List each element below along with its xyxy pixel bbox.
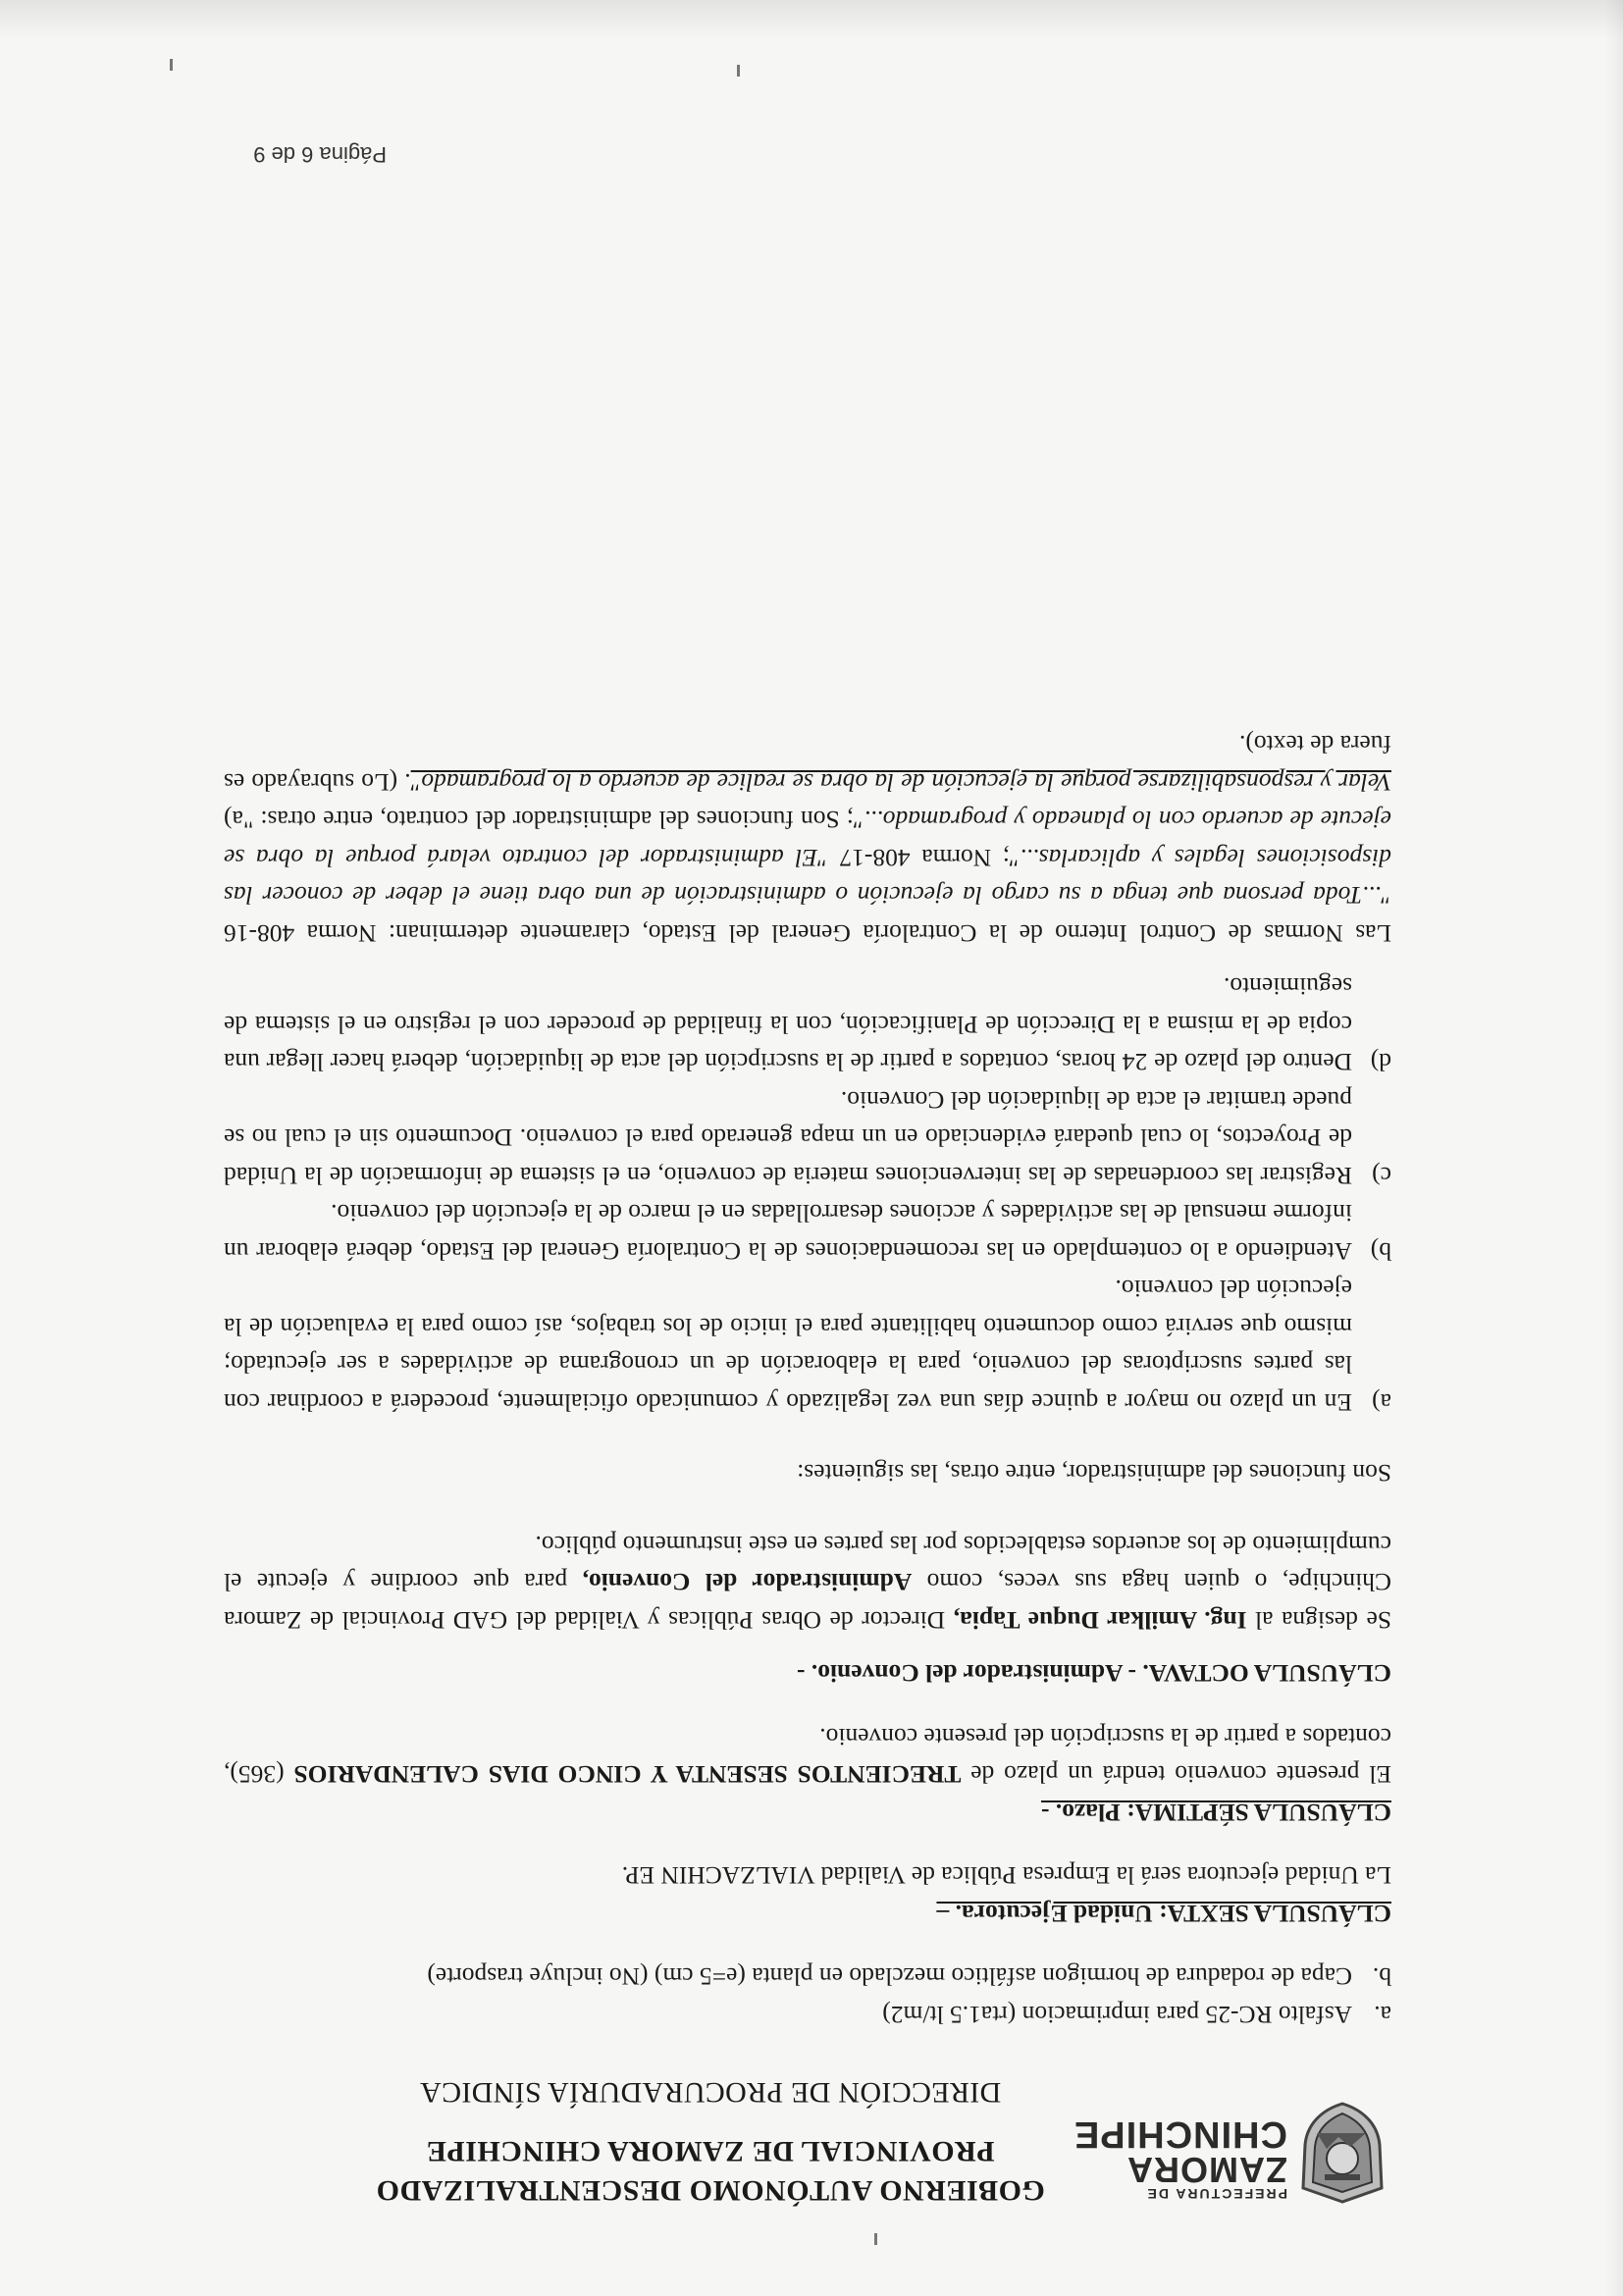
list-text: Dentro del plazo de 24 horas, contados a partir de la suscripción del acta de liquidación, deberá hacer llegar una copia de la misma a la Dirección de Planificación, con la finalidad de proceder con el registro en el sistema de seguimiento. [224, 972, 1352, 1077]
list-marker: d) [1370, 1048, 1391, 1077]
text-run: El presente convenio tendrá un plazo de [961, 1760, 1391, 1790]
text-run: ; Son funciones del administrador del contrato, entre otras: "a) [224, 806, 854, 835]
logo-line2: CHINCHIPE [1073, 2113, 1287, 2155]
institution-line2: PROVINCIAL DE ZAMORA CHINCHIPE [426, 2135, 995, 2167]
text-run: para que coordine y ejecute el cumplimiento de los acuerdos establecidos por las partes en este instrumento público. [224, 1531, 1391, 1597]
list-text: Atendiendo a lo contemplado en las recomendaciones de la Contraloría General del Estado, deberá elaborar un informe mensual de las actividades y acciones desarrolladas en el marco de la ejecución del convenio. [224, 1199, 1352, 1266]
clause-octava-paragraph-3 [224, 725, 1391, 952]
list-marker: a. [1374, 2001, 1391, 2029]
text-run: (365), contados a partir de la suscripción del presente convenio. [223, 1723, 1391, 1790]
italic-quote: "El administrador del contrato velará porque la obra se ejecute de acuerdo con lo planeado y programado..." [224, 806, 1391, 872]
list-marker: b) [1370, 1237, 1391, 1266]
list-marker: a) [1372, 1388, 1391, 1417]
scan-speck [170, 59, 173, 71]
department-name: DIRECCIÓN DE PROCURADURÍA SÍNDICA [419, 2076, 1002, 2109]
list-text: Registrar las coordenadas de las intervenciones materia de convenio, en el sistema de información de la Unidad de Proyectos, lo cual quedará evidenciado en un mapa generado para el convenio. Documento sin el cual no se puede tramitar el acta de liquidación del Convenio. [224, 1086, 1352, 1190]
institution-line1: GOBIERNO AUTÓNOMO DESCENTRALIZADO [376, 2174, 1045, 2207]
list-marker: b. [1372, 1962, 1391, 1992]
list-text: Asfalto RC-25 para imprimacion (rta1.5 lt/m2) [882, 2001, 1352, 2029]
function-item-d [224, 967, 1391, 1081]
scan-speck [737, 65, 740, 77]
scan-shadow-bottom [0, 0, 1623, 39]
italic-quote: "...Toda persona que tenga a su cargo la ejecución o administración de una obra tiene el deber de conocer las disposiciones legales y aplicarlas..." [224, 844, 1391, 911]
page-number: Página 6 de 9 [253, 142, 387, 167]
function-item-b [224, 1194, 1391, 1270]
bold-run: TRECIENTOS SESENTA Y CINCO DIAS CALENDARIOS [293, 1760, 962, 1790]
function-item-a [224, 1270, 1391, 1421]
logo-line1: ZAMORA [1126, 2150, 1287, 2190]
underlined-quote: Velar y responsabilizarse porque la ejecución de la obra se realice de acuerdo a lo programado" [410, 768, 1391, 797]
bold-run: Ing. Amilkar Duque Tapia, [953, 1606, 1247, 1635]
list-marker: c) [1372, 1162, 1391, 1190]
material-item-b [224, 1957, 1391, 1996]
logo-prefix: PREFECTURA DE [1145, 2186, 1287, 2202]
text-run: Se designa al [1246, 1606, 1391, 1635]
clause-sexta-text: La Unidad ejecutora será la Empresa Pública de Vialidad VIALZACHIN EP. [621, 1861, 1391, 1891]
clause-octava-paragraph-2: Son funciones del administrador, entre otras, las siguientes: [797, 1459, 1391, 1488]
list-text: Capa de rodadura de hormigon asfáltico mezclado en planta (e=5 cm) (No incluye trasporte) [427, 1962, 1352, 1992]
institution-block [220, 2072, 1201, 2210]
text-run: . (Lo subrayado es fuera de texto). [224, 730, 1391, 797]
function-item-c [224, 1081, 1391, 1195]
text-run: ; Norma 408-17 [827, 844, 1010, 872]
clause-septima-text [224, 1718, 1391, 1794]
text-run: Las Normas de Control Interno de la Contraloría General del Estado, claramente determinan: Norma 408-16 [224, 919, 1391, 948]
material-item-a [224, 1996, 1391, 2034]
text-run: Director de Obras Públicas y Vialidad del GAD Provincial de Zamora Chinchipe, o quien haga sus veces, como [224, 1568, 1391, 1635]
clause-octava-heading: CLÁUSULA OCTAVA. - Administrador del Convenio. - [797, 1659, 1391, 1689]
document-body [224, 725, 1391, 2033]
clause-septima-heading: CLÁUSULA SÉPTIMA: Plazo. - [1040, 1799, 1391, 1827]
bold-run: Administrador del Convenio, [582, 1568, 913, 1597]
letterhead [0, 2070, 1623, 2296]
coat-of-arms-icon [1295, 2100, 1389, 2206]
list-text: En un plazo no mayor a quince días una vez legalizado y comunicado oficialmente, procederá a coordinar con las partes suscriptoras del convenio, para la elaboración de un cronograma de actividades a ser ejecutado; mismo que servirá como documento habilitante para el inicio de los trabajos, así como para la evaluación de la ejecución del convenio. [224, 1275, 1352, 1417]
scan-shadow-left [1605, 0, 1623, 2296]
clause-sexta-heading: CLÁUSULA SEXTA: Unidad Ejecutora. – [936, 1900, 1391, 1928]
clause-octava-paragraph-1 [224, 1526, 1391, 1640]
